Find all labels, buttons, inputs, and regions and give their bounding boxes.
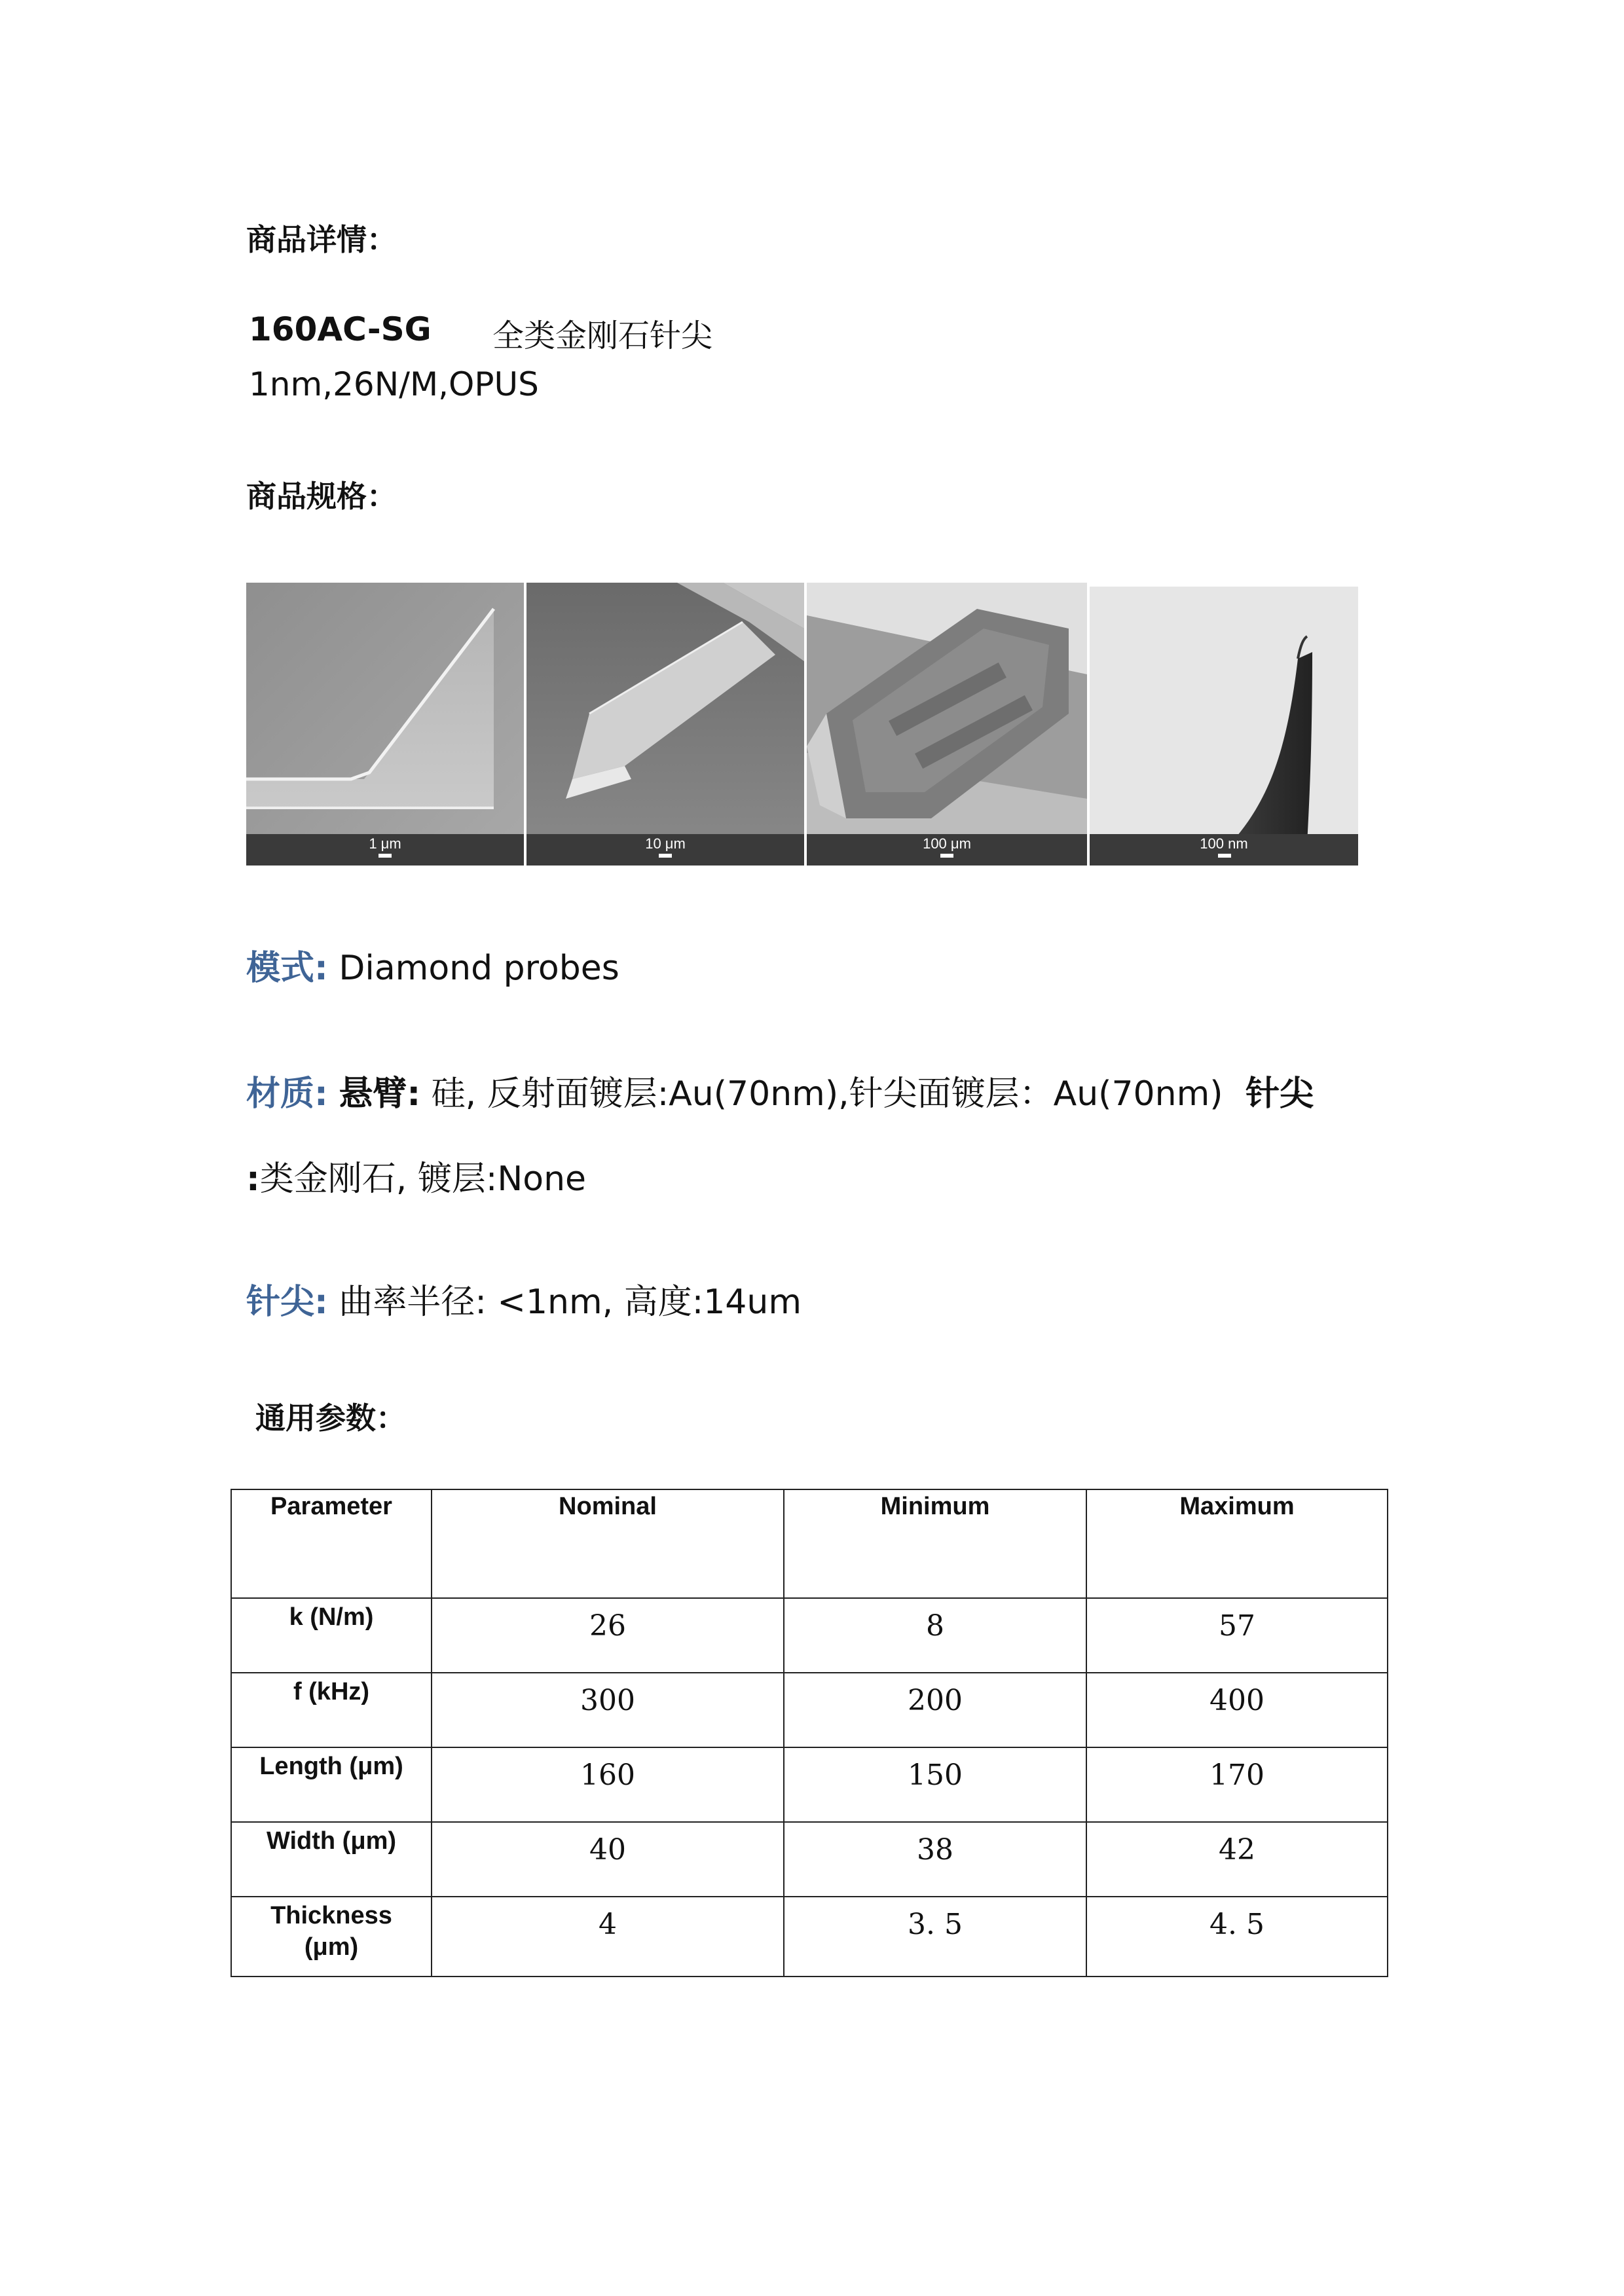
probe-image-strip	[246, 583, 1358, 866]
sem-image-tip-side	[246, 583, 524, 866]
maximum-cell: 400	[1086, 1673, 1388, 1747]
nominal-cell: 300	[432, 1673, 784, 1747]
maximum-cell: 170	[1086, 1747, 1388, 1822]
table-row	[231, 1747, 1388, 1822]
param-cell: f (kHz)	[231, 1673, 432, 1747]
cantilever-value: 硅, 反射面镀层:Au(70nm),针尖面镀层：Au(70nm)	[431, 1074, 1223, 1114]
param-cell: Length (μm)	[231, 1747, 432, 1822]
table-row	[231, 1673, 1388, 1747]
header-parameter: Parameter	[231, 1489, 432, 1598]
tip-line	[246, 1274, 802, 1323]
nominal-cell: 4	[432, 1897, 784, 1977]
tip-label: 针尖:	[246, 1283, 328, 1322]
tip-value: 曲率半径: <1nm, 高度:14um	[339, 1283, 802, 1322]
section-heading-general: 通用参数：	[255, 1400, 406, 1436]
scale-label: 100 nm	[1200, 835, 1248, 852]
param-cell: k (N/m)	[231, 1598, 432, 1673]
product-name: 全类金刚石针尖	[492, 318, 713, 354]
section-heading-detail: 商品详情：	[246, 222, 397, 257]
tip-material-value: 类金刚石, 镀层:None	[259, 1159, 587, 1199]
param-cell: Thickness (μm)	[231, 1897, 432, 1977]
header-nominal: Nominal	[432, 1489, 784, 1598]
nominal-cell: 160	[432, 1747, 784, 1822]
mode-label: 模式:	[246, 949, 328, 988]
material-label: 材质:	[246, 1074, 328, 1114]
tip-material-prefix: :	[246, 1159, 260, 1199]
table-row	[231, 1598, 1388, 1673]
scale-label: 10 μm	[645, 835, 686, 852]
table-row	[231, 1897, 1388, 1977]
minimum-cell: 150	[784, 1747, 1086, 1822]
maximum-cell: 42	[1086, 1822, 1388, 1897]
material-line-2	[246, 1151, 586, 1200]
scale-label: 1 μm	[369, 835, 401, 852]
table-header-row	[231, 1489, 1388, 1598]
minimum-cell: 8	[784, 1598, 1086, 1673]
sem-image-cantilever	[526, 583, 804, 866]
mode-value: Diamond probes	[339, 949, 619, 988]
maximum-cell: 57	[1086, 1598, 1388, 1673]
tem-image-tip-apex	[1090, 587, 1358, 866]
mode-line	[246, 940, 619, 989]
material-line	[246, 1066, 1314, 1115]
maximum-cell: 4. 5	[1086, 1897, 1388, 1977]
nominal-cell: 40	[432, 1822, 784, 1897]
product-specs-line: 1nm,26N/M,OPUS	[249, 365, 539, 403]
minimum-cell: 3. 5	[784, 1897, 1086, 1977]
product-model: 160AC-SG	[249, 310, 432, 348]
parameter-table	[231, 1489, 1388, 1977]
table-row	[231, 1822, 1388, 1897]
sem-image-chip	[807, 583, 1087, 866]
minimum-cell: 200	[784, 1673, 1086, 1747]
header-maximum: Maximum	[1086, 1489, 1388, 1598]
minimum-cell: 38	[784, 1822, 1086, 1897]
tip-material-label: 针尖	[1246, 1074, 1314, 1114]
scale-label: 100 μm	[923, 835, 971, 852]
param-cell: Width (μm)	[231, 1822, 432, 1897]
cantilever-label: 悬臂:	[339, 1074, 421, 1114]
header-minimum: Minimum	[784, 1489, 1086, 1598]
nominal-cell: 26	[432, 1598, 784, 1673]
section-heading-spec: 商品规格：	[246, 479, 397, 514]
